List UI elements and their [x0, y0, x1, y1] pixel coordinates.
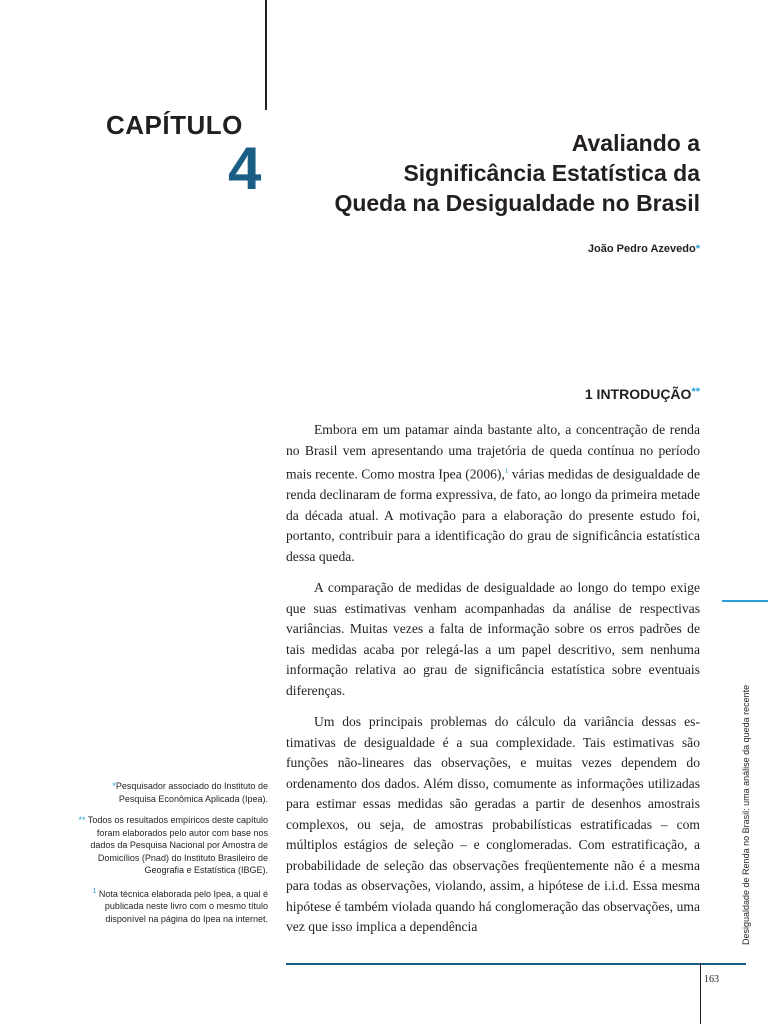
body-text [286, 420, 700, 949]
chapter-title-line: Queda na Desigualdade no Brasil [334, 190, 700, 216]
section-footnote-mark: ** [691, 386, 700, 398]
chapter-number: 4 [228, 135, 262, 202]
chapter-title-line: Significância Estatística da [403, 160, 700, 186]
footnote-results [76, 814, 268, 877]
chapter-label: CAPÍTULO [106, 110, 243, 140]
footnote-author [76, 780, 268, 805]
paragraph-1-text-a: Embora em um patamar ainda bastante alto, a concentração de renda no Brasil vem apresentando uma trajetória de queda contínua no período mais recente. Como mostra Ipea (2006), [286, 422, 700, 482]
footnote-mark: * [112, 781, 116, 791]
section-heading-text: 1 INTRODUÇÃO [584, 386, 692, 402]
page-number: 163 [704, 974, 719, 985]
margin-accent-rule [722, 600, 768, 602]
footnote-mark: 1 [92, 887, 97, 895]
footnote-mark: ** [78, 815, 86, 825]
footnote-text: Todos os resultados empíricos deste capítulo foram elaborados pelo autor com base nos dados da Pesquisa Nacional por Amostra de Domicílios (Pnad) do Instituto Brasileiro de Geografia e Estatística (IBGE). [85, 815, 268, 875]
running-head: Desigualdade de Renda no Brasil: uma análise da queda recente [741, 684, 751, 945]
paragraph-3: Um dos principais problemas do cálculo da variância dessas estimativas de desigualdade é a sua complexidade. Tais estimativas são funções não-lineares das observações, e muitas vezes dependem do ordenamento dos dados. Além disso, comumente as informações utilizadas para estimar essas medidas são geradas a partir de desenhos amostrais complexos, ou seja, de amostras probabilísticas estratificadas – com múltiplos estágios de seleção – e conglomeradas. Com estratificação, a probabilidade de seleção das observações freqüentemente não é a mesma para todas as observações, violando, assim, a hipótese de i.i.d. Essa mesma hipótese é também violada quando há conglomeração das observações, uma vez que isso implica a dependência [286, 714, 700, 935]
bottom-rule [286, 963, 746, 965]
chapter-title-line: Avaliando a [571, 130, 700, 156]
paragraph-1 [286, 420, 700, 567]
author-footnote-mark: * [695, 243, 700, 255]
author-name: João Pedro Azevedo [587, 243, 696, 255]
footnote-text: Pesquisador associado do Instituto de Pesquisa Econômica Aplicada (Ipea). [115, 781, 268, 804]
footnote-text: Nota técnica elaborada pelo Ipea, a qual é publicada neste livro com o mesmo título disponível na página do Ipea na internet. [96, 888, 268, 924]
top-vertical-rule [265, 0, 267, 110]
author-line [588, 243, 700, 255]
section-heading [585, 386, 700, 402]
footnote-technical-note [76, 886, 268, 926]
page-number-divider [700, 963, 701, 1024]
chapter-title [280, 128, 700, 218]
footnotes [76, 780, 268, 934]
footnote-ref-1[interactable]: 1 [504, 467, 509, 475]
paragraph-1-text-b: várias medidas de desigualdade de renda declinaram de forma expressiva, de fato, ao longo da primeira metade da década atual. A motivação para a elaboração do presente estudo foi, portanto, contribuir para a identificação do grau de significância estatística dessa queda. [286, 466, 700, 564]
paragraph-2: A comparação de medidas de desigualdade ao longo do tempo exige que suas estimativas venham acompanhadas da análise de respectivas variâncias. Muitas vezes a falta de informação sobre os erros padrões de tais medidas acaba por relegá-las a um papel descritivo, sem nenhuma informação relativa ao grau de significância estatística sobre eventuais diferenças. [286, 580, 700, 698]
